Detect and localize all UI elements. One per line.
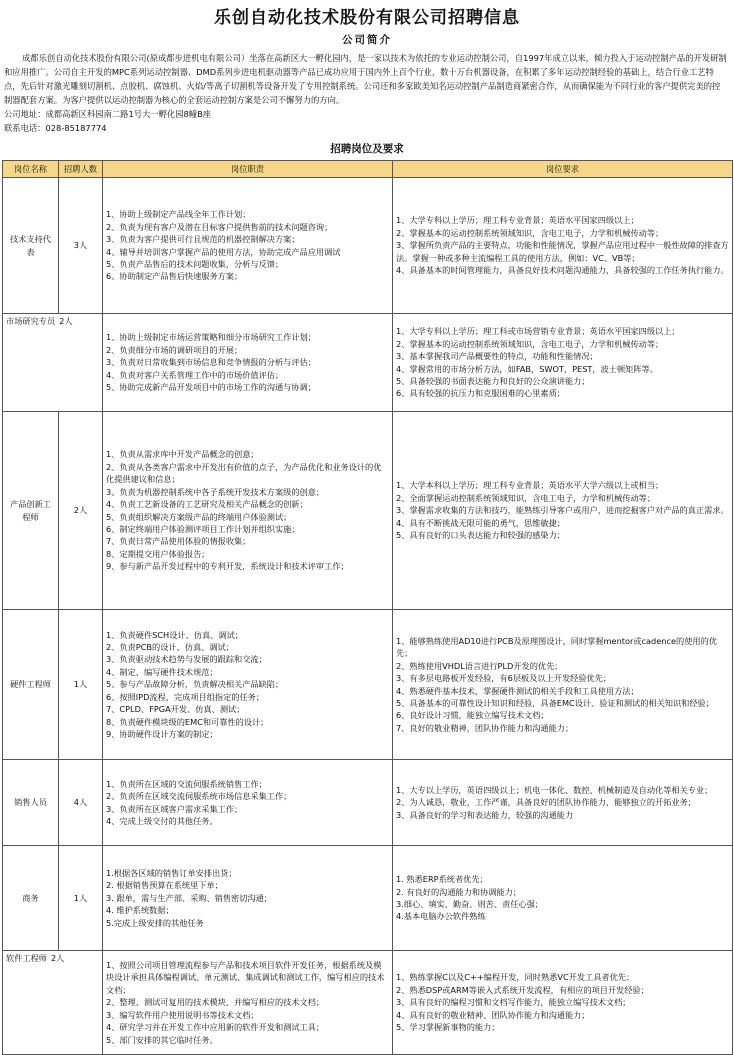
job-count: 1人 bbox=[59, 846, 103, 951]
requirement-item: 3、掌握所负责产品的主要特点，功能和性能情况，掌握产品应用过程中一般性故障的排查方法。掌握一种或多种主流编程工具的使用方法，例如：VC、VB等； bbox=[396, 240, 729, 263]
job-duties bbox=[103, 610, 393, 760]
requirement-item: 6、具有较强的抗压力和克服困难的心里素质； bbox=[396, 388, 565, 399]
table-row bbox=[3, 178, 733, 314]
requirement-item: 2、熟悉DSP或ARM等嵌入式系统开发流程，有相应的项目开发经验； bbox=[396, 984, 649, 995]
duty-item: 9、参与新产品开发过程中的专利开发，系统设计和技术评审工作； bbox=[106, 561, 349, 572]
duty-item: 1、协助上级制定市场运营策略和细分市场研究工作计划； bbox=[106, 332, 316, 343]
requirement-item: 2、熟练使用VHDL语言进行PLD开发的优先； bbox=[396, 660, 563, 671]
duty-item: 4、研究学习并在开发工作中应用新的软件开发和测试工具； bbox=[106, 1022, 325, 1033]
requirement-item: 1. 熟悉ERP系统者优先； bbox=[396, 874, 488, 885]
job-count: 4人 bbox=[59, 760, 103, 846]
job-duties bbox=[103, 951, 393, 1055]
job-requirements bbox=[393, 951, 733, 1055]
duty-item: 2、负责细分市场的调研项目的开展； bbox=[106, 344, 243, 355]
duty-item: 6、制定终端用户体验测评项目工作计划并组织实施； bbox=[106, 523, 300, 534]
job-duties bbox=[103, 178, 393, 314]
job-requirements bbox=[393, 178, 733, 314]
requirement-item: 7、良好的敬业精神，团队协作能力和沟通能力； bbox=[396, 722, 574, 733]
duty-item: 4、辅导并培训客户掌握产品的使用方法，协助完成产品应用调试 bbox=[106, 246, 341, 257]
requirement-item: 3、有多层电路板开发经验，有6层板及以上开发经验优先； bbox=[396, 673, 612, 684]
table-row bbox=[3, 610, 733, 760]
duty-item: 2、整理、测试可复用的技术模块，并编写相应的技术文档； bbox=[106, 997, 325, 1008]
page-title: 乐创自动化技术股份有限公司招聘信息 bbox=[214, 8, 520, 28]
duty-item: 3、负责为客户提供可行且规范的机器控制解决方案； bbox=[106, 234, 300, 245]
duty-item: 1、协助上级制定产品线全年工作计划； bbox=[106, 209, 251, 220]
requirement-item: 2、掌握基本的运动控制系统领域知识，含电工电子，力学和机械传动等； bbox=[396, 338, 664, 349]
duty-item: 1.根据各区域的销售订单安排出货； bbox=[106, 867, 237, 878]
table-row bbox=[3, 412, 733, 610]
duty-item: 5.完成上级安排的其他任务 bbox=[106, 917, 204, 928]
requirement-item: 2、为人诚恳，敬业，工作严谨，具备良好的团队协作能力，能够独立的开拓业务； bbox=[396, 797, 696, 808]
requirement-item: 5、具有良好的口头表达能力和较强的感染力； bbox=[396, 530, 565, 541]
duty-item: 1、负责所在区域的交流伺服系统销售工作； bbox=[106, 778, 267, 789]
job-count: 1人 bbox=[59, 610, 103, 760]
duty-item: 5、参与产品故障分析，负责解决相关产品缺陷； bbox=[106, 679, 284, 690]
recruitment-page bbox=[0, 3, 734, 1045]
duty-item: 5、负责产品售后的技术问题收集，分析与反馈； bbox=[106, 258, 284, 269]
job-duties bbox=[103, 846, 393, 951]
duty-item: 7、CPLD、FPGA开发、仿真、测试； bbox=[106, 704, 245, 715]
duty-item: 3、负责所在区域客户需求采集工作； bbox=[106, 803, 243, 814]
duty-item: 6、按照IPD流程，完成项目组指定的任务； bbox=[106, 691, 265, 702]
duty-item: 3、负责为机器控制系统中各子系统开发技术方案级的创意； bbox=[106, 486, 325, 497]
job-count: 2人 bbox=[50, 953, 65, 963]
requirement-item: 1、大学专科以上学历；理工科专业背景；英语水平国家四级以上； bbox=[396, 215, 639, 226]
duty-item: 2、负责所在区域交流伺服系统市场信息采集工作； bbox=[106, 791, 292, 802]
job-duties bbox=[103, 760, 393, 846]
table-row bbox=[3, 951, 733, 1055]
company-phone: 联系电话：028-85187774 bbox=[4, 123, 107, 133]
requirement-item: 4、掌握常用的市场分析方法，如FAB，SWOT，PEST，波士顿矩阵等。 bbox=[396, 363, 658, 374]
duty-item: 4. 维护系统数据； bbox=[106, 905, 174, 916]
job-name: 软件工程师 bbox=[6, 953, 47, 963]
job-name: 市场研究专员 bbox=[6, 316, 56, 326]
job-count: 2人 bbox=[59, 316, 73, 326]
requirement-item: 1、大专以上学历，英语四级以上；机电一体化、数控、机械制造及自动化等相关专业； bbox=[396, 784, 713, 795]
job-requirements bbox=[393, 412, 733, 610]
requirement-item: 5、具备较强的书面表达能力和良好的公众演讲能力； bbox=[396, 375, 590, 386]
requirement-item: 1、能够熟练使用AD10进行PCB及原理图设计，同时掌握mentor或cadence的使用的优先； bbox=[396, 635, 717, 659]
duty-item: 2、负责为现有客户及潜在目标客户提供售前的技术问题咨询； bbox=[106, 221, 333, 232]
requirement-item: 1、大学本科以上学历；理工科专业背景；英语水平大学六级以上或相当； bbox=[396, 480, 664, 491]
duty-item: 7、负责日常产品使用体验的情报收集； bbox=[106, 536, 251, 547]
jobs-table bbox=[2, 160, 733, 1055]
job-name: 产品创新工程师 bbox=[3, 412, 59, 610]
duty-item: 2、负责从各类客户需求中开发出有价值的点子，为产品优化和业务设计的优化提供建议和信息； bbox=[106, 461, 382, 485]
table-row bbox=[3, 314, 733, 412]
requirement-item: 4、具备基本的时间管理能力，具备良好技术问题沟通能力，具备较强的工作任务执行能力。 bbox=[396, 265, 729, 276]
duty-item: 5、协助完成新产品开发项目中的市场工作的沟通与协调； bbox=[106, 382, 316, 393]
company-address: 公司地址：成都高新区科园南二路1号大一孵化园8幢B座 bbox=[4, 109, 212, 119]
duty-item: 3、负责驱动技术趋势与发展的跟踪和交流； bbox=[106, 654, 267, 665]
duty-item: 3. 跟单，需与生产部、采购、销售密切沟通； bbox=[106, 892, 272, 903]
job-name: 销售人员 bbox=[3, 760, 59, 846]
company-intro-heading: 公司简介 bbox=[342, 34, 392, 46]
requirement-item: 3、基本掌握我司产品概要性的特点，功能和性能情况； bbox=[396, 351, 598, 362]
job-duties bbox=[103, 314, 393, 412]
duty-item: 2. 根据销售预算在系统里下单； bbox=[106, 880, 223, 891]
requirement-item: 5、具备基本的可靠性设计知识和经验，具备EMC设计、验证和测试的相关知识和经验； bbox=[396, 697, 714, 708]
duty-item: 4、完成上级交付的其他任务。 bbox=[106, 815, 218, 826]
duty-item: 2、负责PCB的设计、仿真、调试； bbox=[106, 642, 234, 653]
duty-item: 4、制定、编写硬件技术规范； bbox=[106, 666, 218, 677]
job-count: 3人 bbox=[59, 178, 103, 314]
job-count: 2人 bbox=[59, 412, 103, 610]
job-requirements bbox=[393, 846, 733, 951]
requirement-item: 2. 有良好的沟通能力和协调能力； bbox=[396, 886, 522, 897]
job-name: 技术支持代表 bbox=[3, 178, 59, 314]
requirement-item: 1、熟练掌握C以及C++编程开发，同时熟悉VC开发工具者优先； bbox=[396, 972, 635, 983]
duty-item: 5、部门安排的其它临时任务。 bbox=[106, 1034, 218, 1045]
requirement-item: 3.细心、填实、勤奋、则苦、责任心强； bbox=[396, 899, 543, 909]
requirement-item: 6、良好设计习惯，能独立编写技术文档； bbox=[396, 710, 549, 721]
duty-item: 9、协助硬件设计方案的制定； bbox=[106, 728, 218, 739]
header-job-requirements: 岗位要求 bbox=[393, 161, 733, 178]
jobs-section-title: 招聘岗位及要求 bbox=[330, 143, 404, 155]
header-job-duties: 岗位职责 bbox=[103, 161, 393, 178]
duty-item: 4、负责对客户关系管理工作中的市场价值评估； bbox=[106, 369, 284, 380]
requirement-item: 2、全面掌握运动控制系统领域知识，含电工电子，力学和机械传动等； bbox=[396, 492, 656, 503]
company-intro-text: 成都乐创自动化技术股份有限公司(原成都步进机电有限公司）坐落在高新区大一孵化园内，是一家以技术为依托的专业运动控制公司，自1997年成立以来，倾力投入于运动控制产品的开发研制和应用推广。公司自主开发的MPC系列运动控制器、DMD系列步进电机驱动器等产品已成功应用于国内外上百个行业，数十万台机器设备，在积累了多年运动控制经验的基础上，结合行业工艺特点，先后针对激光雕刻切割机、点胶机、腐蚀机、火焰/等离子切割机等设备开发了专用控制系统。公司还和多家欧美知名运动控制产品制造商紧密合作，从而确保能为不同行业的客户提供完美的控制器配套方案。为客户提供以运动控制器为核心的全套运动控制方案是公司不懈努力的方向。 bbox=[4, 53, 727, 105]
requirement-item: 4、具有良好的敬业精神、团队协作能力和沟通能力； bbox=[396, 1009, 590, 1020]
duty-item: 5、负责组织解决方案级产品的终端用户体验测试； bbox=[106, 511, 292, 522]
duty-item: 1、负责从需求库中开发产品概念的创意； bbox=[106, 449, 259, 460]
duty-item: 3、编写软件用户使用说明书等技术文档； bbox=[106, 1009, 259, 1020]
table-row bbox=[3, 760, 733, 846]
duty-item: 3、负责对日常收集到市场信息和竞争情报的分析与评估； bbox=[106, 357, 316, 368]
requirement-item: 2、掌握基本的运动控制系统领域知识，含电工电子，力学和机械传动等； bbox=[396, 227, 664, 238]
jobs-table-header bbox=[3, 161, 733, 178]
duty-item: 1、负责硬件SCH设计、仿真、调试； bbox=[106, 629, 243, 640]
duty-item: 8、负责硬件模块级的EMC和可靠性的设计； bbox=[106, 716, 269, 727]
jobs-table-body bbox=[3, 178, 733, 1055]
duty-item: 8、定期提交用户体验报告； bbox=[106, 548, 210, 559]
job-name: 商务 bbox=[3, 846, 59, 951]
job-name: 硬件工程师 bbox=[3, 610, 59, 760]
header-job-count: 招聘人数 bbox=[59, 161, 103, 178]
duty-item: 6、协助制定产品售后快速服务方案； bbox=[106, 271, 243, 282]
duty-item: 4、负责工艺新设备的工艺研究及相关产品概念的创新； bbox=[106, 499, 308, 510]
requirement-item: 1、大学专科以上学历；理工科或市场营销专业背景；英语水平国家四级以上； bbox=[396, 326, 680, 337]
job-requirements bbox=[393, 314, 733, 412]
requirement-item: 4、熟悉硬件基本技术，掌握硬件测试的相关手段和工具使用方法； bbox=[396, 685, 639, 696]
requirement-item: 3、具有良好的编程习惯和文档写作能力，能独立编写技术文档； bbox=[396, 997, 631, 1008]
requirement-item: 3、具备良好的学习和表达能力，较强的沟通能力 bbox=[396, 809, 574, 820]
table-row bbox=[3, 846, 733, 951]
duty-item: 1、按照公司项目管理流程参与产品和技术项目软件开发任务，根据系统及模块设计承担具体编程调试、单元测试、集成调试和测试工作，编写相应的技术文档； bbox=[106, 960, 385, 995]
job-duties bbox=[103, 412, 393, 610]
requirement-item: 3、掌握需求收集的方法和技巧，能熟练引导客户或用户，进而挖掘客户对产品的真正需求。 bbox=[396, 505, 729, 516]
header-job-name: 岗位名称 bbox=[3, 161, 59, 178]
requirement-item: 5、学习掌握新事物的能力； bbox=[396, 1022, 500, 1033]
requirement-item: 4、具有不断挑战无限可能的勇气，思维敏捷； bbox=[396, 517, 565, 528]
job-requirements bbox=[393, 610, 733, 760]
requirement-item: 4.基本电脑办公软件熟练 bbox=[396, 911, 486, 922]
job-requirements bbox=[393, 760, 733, 846]
